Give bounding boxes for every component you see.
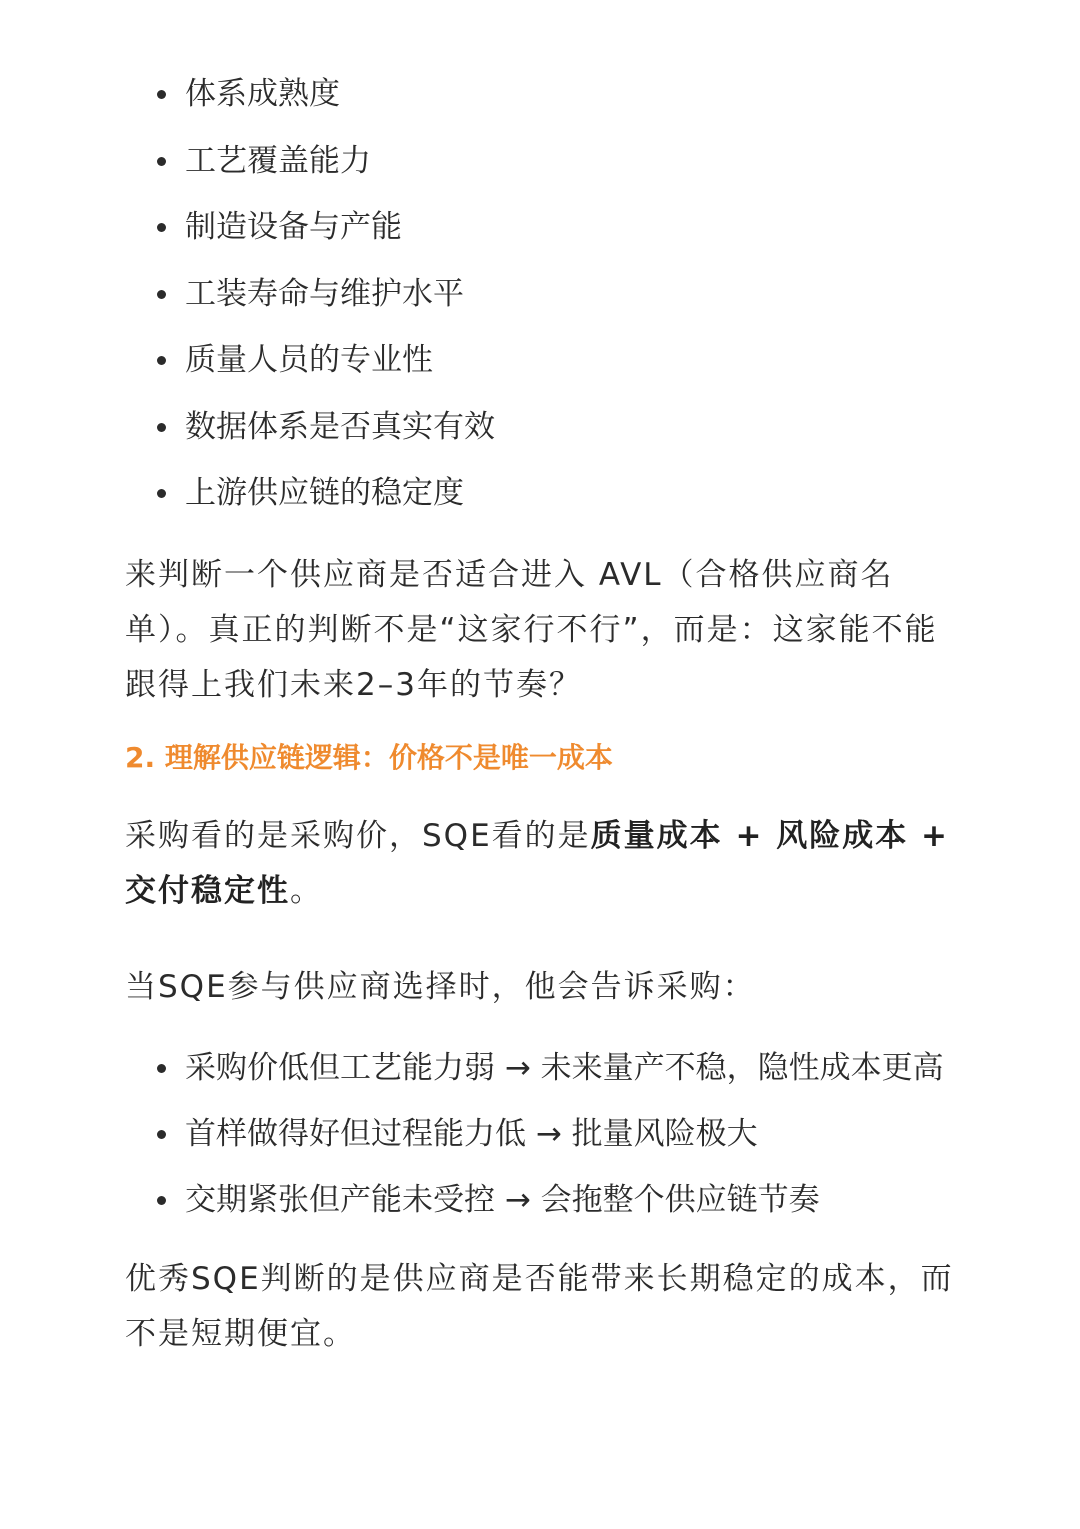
bullet-icon [157,290,166,299]
emphasis-text: 质量成本 + 风险成本 + 交付稳定性 [125,817,949,909]
risk-examples-list [125,1040,957,1228]
list-item: 质量人员的专业性 [125,332,957,399]
list-item: 上游供应链的稳定度 [125,465,957,532]
list-item: 工艺覆盖能力 [125,133,957,200]
list-item: 体系成熟度 [125,66,957,133]
section-heading: 2. 理解供应链逻辑：价格不是唯一成本 [125,740,613,774]
cost-paragraph: 采购看的是采购价，SQE看的是质量成本 + 风险成本 + 交付稳定性。 [125,817,949,909]
avl-paragraph: 来判断一个供应商是否适合进入 AVL（合格供应商名单）。真正的判断不是“这家行不行”，而是：这家能不能跟得上我们未来2–3年的节奏？ [125,556,938,703]
article-content [125,66,957,1362]
list-item: 工装寿命与维护水平 [125,266,957,333]
bullet-icon [157,1064,166,1073]
bullet-icon [157,223,166,232]
bullet-icon [157,90,166,99]
bullet-icon [157,157,166,166]
evaluation-criteria-list [125,66,957,532]
bullet-icon [157,1196,166,1205]
bullet-icon [157,423,166,432]
intro-paragraph: 当SQE参与供应商选择时，他会告诉采购： [125,968,756,1005]
list-item: 数据体系是否真实有效 [125,399,957,466]
bullet-icon [157,1130,166,1139]
bullet-icon [157,489,166,498]
conclusion-paragraph: 优秀SQE判断的是供应商是否能带来长期稳定的成本，而不是短期便宜。 [125,1260,954,1352]
bullet-icon [157,356,166,365]
list-item: 首样做得好但过程能力低 → 批量风险极大 [125,1106,957,1162]
list-item: 采购价低但工艺能力弱 → 未来量产不稳，隐性成本更高 [125,1040,957,1096]
list-item: 交期紧张但产能未受控 → 会拖整个供应链节奏 [125,1172,957,1228]
list-item: 制造设备与产能 [125,199,957,266]
